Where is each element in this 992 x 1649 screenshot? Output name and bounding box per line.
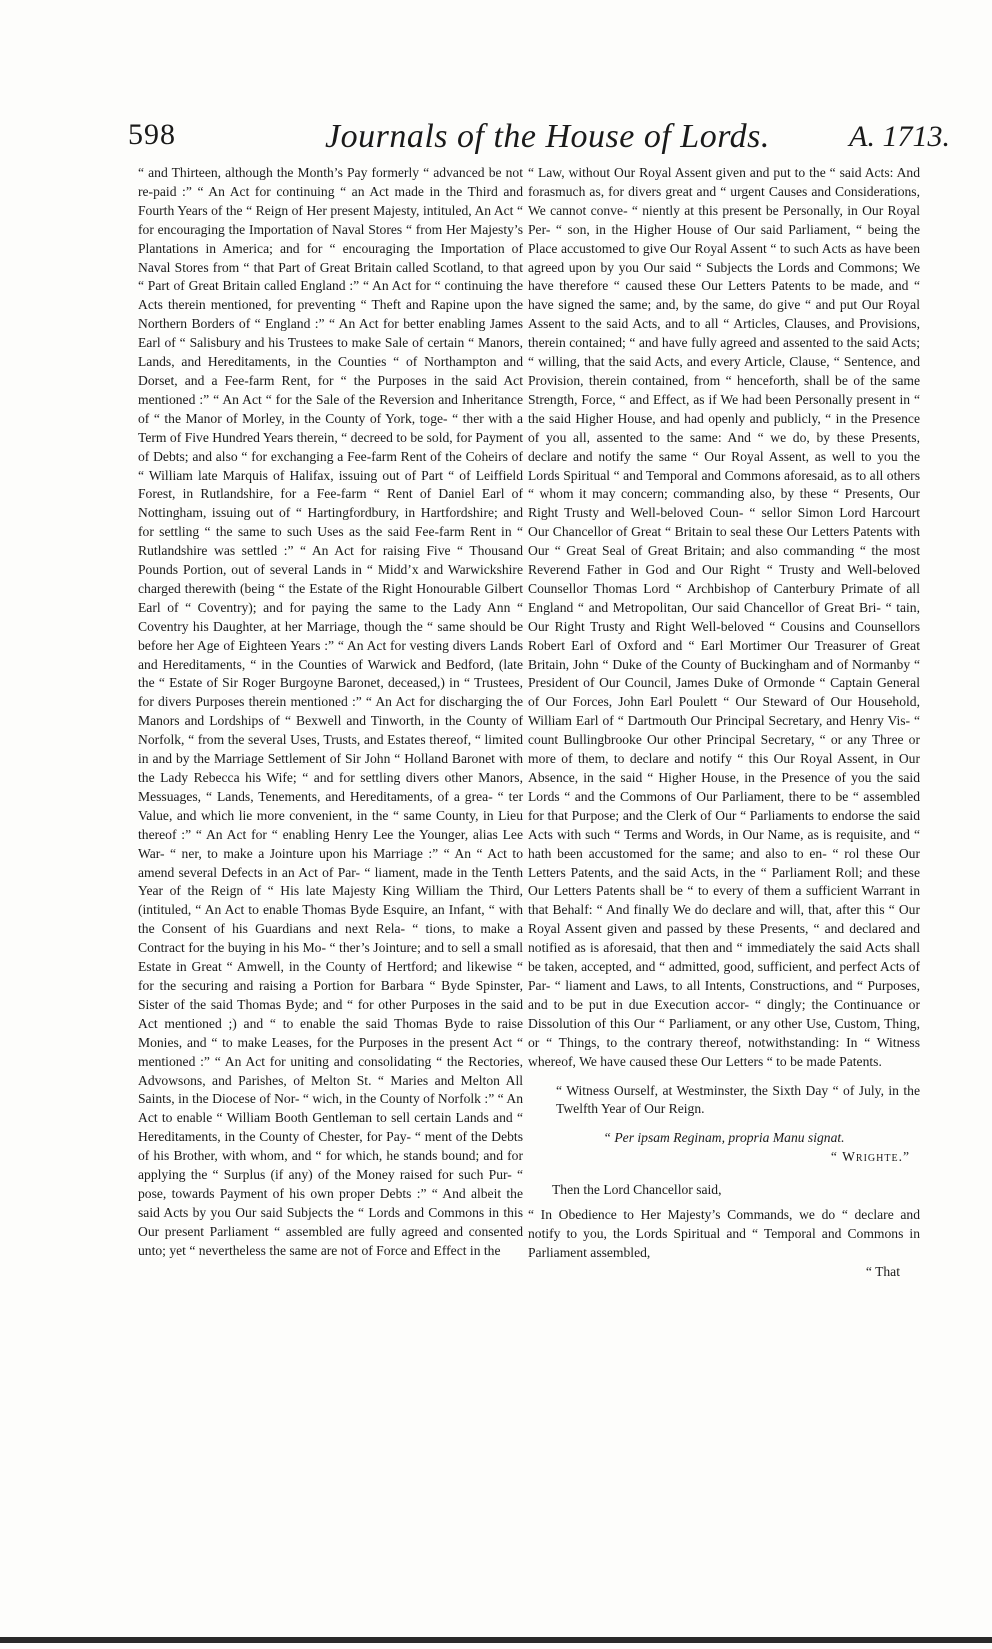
right-column [528, 164, 920, 1534]
catchword: “ That [865, 1263, 900, 1279]
signature-name: “ Wrighte.” [830, 1149, 910, 1165]
page-number: 598 [128, 118, 176, 151]
obedience-text: “ In Obedience to Her Majesty’s Commands, we do “ declare and notify to you, the Lords Spiritual and “ Temporal and Commons in Parliament assembled, [528, 1207, 920, 1260]
bottom-rule [0, 1637, 992, 1643]
left-column [138, 164, 523, 1534]
chancellor-intro: Then the Lord Chancellor said, [552, 1182, 722, 1198]
page-header [130, 118, 950, 162]
running-title: Journals of the House of Lords. [325, 118, 770, 155]
signature-line: “ Per ipsam Reginam, propria Manu signat. [603, 1130, 845, 1146]
page-year: A. 1713. [849, 120, 950, 153]
witness-clause: “ Witness Ourself, at Westminster, the Sixth Day “ of July, in the Twelfth Year of Our Reign. [556, 1082, 920, 1117]
left-column-text: “ and Thirteen, although the Month’s Pay formerly “ advanced be not re-paid :” “ An Act for continuing “ an Act made in the Third and Fourth Years of the “ Reign of Her present Majesty, intituled, An Act “ for encouraging the Importation of Naval Stores “ from Her Majesty’s Plantations in America; and for “ encouraging the Importation of Naval Stores from “ that Part of Great Britain called Scotland, to that “ Part of Great Britain called England :” “ An Act for “ continuing the Acts therein mentioned, for preventing “ Theft and Rapine upon the Northern Borders of “ England :” “ An Act for better enabling James Earl of “ Salisbury and his Trustees to make Sale of certain “ Manors, Lands, and Hereditaments, in the Counties “ of Northampton and Dorset, and a Fee-farm Rent, for “ the Purposes in the said Act mentioned :” “ An Act “ for the Sale of the Reversion and Inheritance of “ the Manor of Morley, in the County of York, toge- “ ther with a Term of Five Hundred Years therein, “ decreed to be sold, for Payment of Debts; and also “ for exchanging a Fee-farm Rent of the Coheirs of “ William late Marquis of Halifax, issuing out of Part “ of Leiffield Forest, in Rutlandshire, for a Fee-farm “ Rent of Daniel Earl of Nottingham, issuing out of “ Hartingfordbury, in Hartfordshire; and for settling “ the same to such Uses as the said Fee-farm Rent in “ Rutlandshire was settled :” “ An Act for raising Five “ Thousand Pounds Portion, out of several Lands in “ Midd’x and Warwickshire charged therewith (being “ the Estate of the Right Honourable Gilbert Earl of “ Coventry); and for paying the same to the Lady Ann “ Coventry his Daughter, at her Marriage, though the “ same should be before her Age of Eighteen Years :” “ An Act for vesting divers Lands and Hereditaments, “ in the Counties of Warwick and Bedford, (late the “ Estate of Sir Roger Burgoyne Baronet, deceased,) in “ Trustees, for divers Purposes therein mentioned :” “ An Act for discharging the Manors and Lordships of “ Bexwell and Tinworth, in the County of Norfolk, “ from the several Uses, Trusts, and Estates thereof, “ limited in and by the Marriage Settlement of Sir John “ Holland Baronet with the Lady Rebecca his Wife; “ and for settling divers other Manors, Messuages, “ Lands, Tenements, and Hereditaments, of a grea- “ ter Value, and which lie more convenient, in the “ same County, in Lieu thereof :” “ An Act for “ enabling Henry Lee the Younger, alias Lee War- “ ner, to make a Jointure upon his Marriage :” “ An “ Act to amend several Defects in an Act of Par- “ liament, made in the Tenth Year of the Reign of “ His late Majesty King William the Third, (intituled, “ An Act to enable Thomas Byde Esquire, an Infant, “ with the Consent of his Guardians and next Rela- “ tions, to make a Contract for the buying in his Mo- “ ther’s Jointure; and to sell a small Estate in Great “ Amwell, in the County of Hertford; and likewise “ for the securing and raising a Portion for Barbara “ Byde Spinster, Sister of the said Thomas Byde; and “ for other Purposes in the said Act mentioned ;) and “ to enable the said Thomas Byde to raise Monies, and “ to make Leases, for the Purposes in the present Act “ mentioned :” “ An Act for uniting and consolidating “ the Rectories, Advowsons, and Parishes, of Melton St. “ Maries and Melton All Saints, in the Diocese of Nor- “ wich, in the County of Norfolk :” “ An Act to enable “ William Booth Gentleman to sell certain Lands and “ Hereditaments, in the County of Chester, for Pay- “ ment of the Debts of his Brother, with whom, and “ for which, he stands bound; and for applying the “ Surplus (if any) of the Money raised for such Pur- “ pose, towards Payment of his own proper Debts :” “ And albeit the said Acts by you Our said Subjects the “ Lords and Commons in this Our present Parliament “ assembled are fully agreed and consented unto; yet “ nevertheless the same are not of Force and Effect in the [138, 165, 523, 1258]
right-column-text: “ Law, without Our Royal Assent given and put to the “ said Acts: And forasmuch as, for divers great and “ urgent Causes and Considerations, We cannot conve- “ niently at this present be Personally, in Our Royal Per- “ son, in the Higher House of Our said Parliament, “ being the Place accustomed to give Our Royal Assent “ to such Acts as have been agreed upon by you Our said “ Subjects the Lords and Commons; We have therefore “ caused these Our Letters Patents to be made, and “ have signed the same; and, by the same, do give “ and put Our Royal Assent to the said Acts, and to all “ Articles, Clauses, and Provisions, therein contained; “ and have fully agreed and assented to the said Acts; “ willing, that the said Acts, and every Article, Clause, “ Sentence, and Provision, therein contained, from “ henceforth, shall be of the same Strength, Force, “ and Effect, as if We had been Personally present in “ the said Higher House, and had openly and publicly, “ in the Presence of you all, assented to the same: And “ we do, by these Presents, declare and notify the same “ Our Royal Assent, as well to you the Lords Spiritual “ and Temporal and Commons aforesaid, as to all others “ whom it may concern; commanding also, by these “ Presents, Our Right Trusty and Well-beloved Coun- “ sellor Simon Lord Harcourt Our Chancellor of Great “ Britain to seal these Our Letters Patents with Our “ Great Seal of Great Britain; and also commanding “ the most Reverend Father in God and Our Right “ Trusty and Well-beloved Counsellor Thomas Lord “ Archbishop of Canterbury Primate of all England “ and Metropolitan, Our said Chancellor of Great Bri- “ tain, Our Right Trusty and Right Well-beloved “ Cousins and Counsellors Robert Earl of Oxford and “ Earl Mortimer Our Treasurer of Great Britain, John “ Duke of the County of Buckingham and of Normanby “ President of Our Council, James Duke of Ormonde “ Captain General of Our Forces, John Earl Poulett “ Our Steward of Our Household, William Earl of “ Dartmouth Our Principal Secretary, and Henry Vis- “ count Bullingbrooke Our other Principal Secretary, “ or any Three or more of them, to declare and notify “ this Our Royal Assent, in Our Absence, in the said “ Higher House, in the Presence of you the said Lords “ and the Commons of Our Parliament, there to be “ assembled for that Purpose; and the Clerk of Our “ Parliaments to endorse the said Acts with such “ Terms and Words, in Our Name, as is requisite, and “ hath been accustomed for the same; and also to en- “ rol these Our Letters Patents, and the said Acts, in the “ Parliament Roll; and these Our Letters Patents shall be “ to every of them a sufficient Warrant in that Behalf: “ And finally We do declare and will, that, after this “ Our Royal Assent given and passed by these Presents, “ and declared and notified as is aforesaid, that then and “ immediately the said Acts shall be taken, accepted, and “ admitted, good, sufficient, and perfect Acts of Par- “ liament and Laws, to all Intents, Constructions, and “ Purposes, and to be put in due Execution accor- “ dingly; the Continuance or Dissolution of this Our “ Parliament, or any other Use, Custom, Thing, or “ Things, to the contrary thereof, notwithstanding: In “ Witness whereof, We have caused these Our Letters “ to be made Patents. [528, 165, 920, 1069]
